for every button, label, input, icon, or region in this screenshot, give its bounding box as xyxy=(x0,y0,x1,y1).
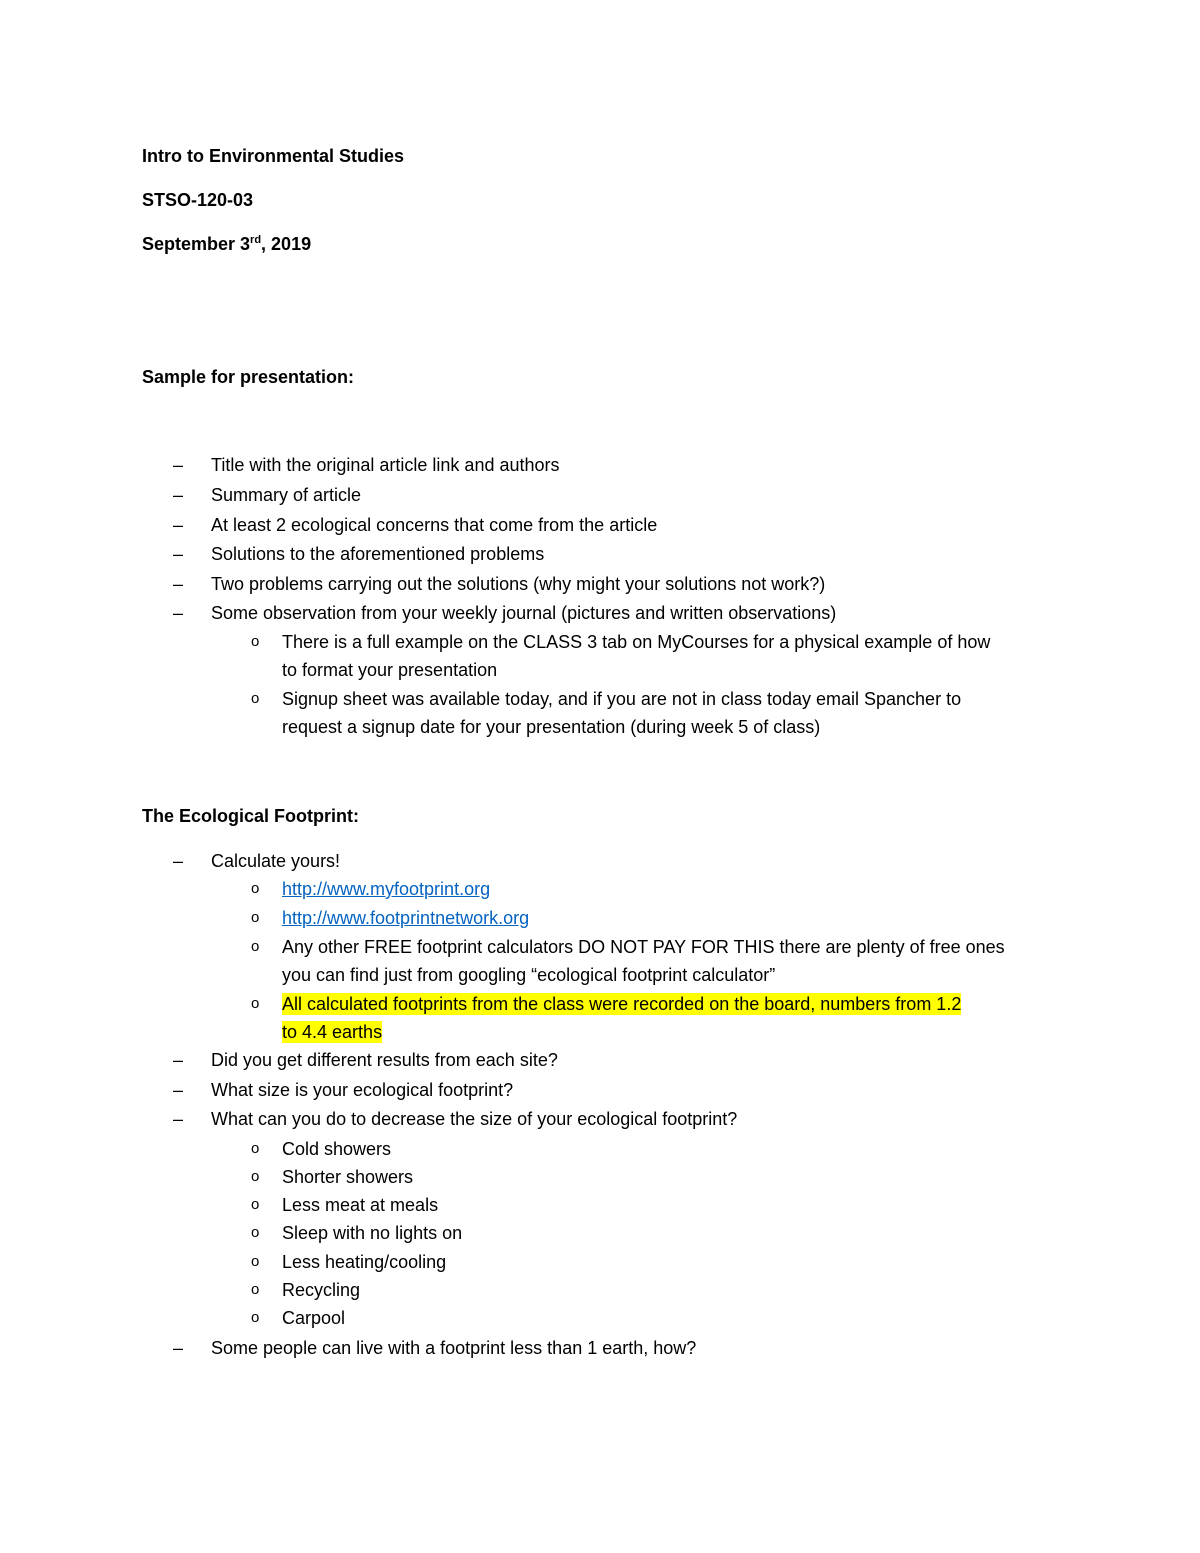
bullet-marker: o xyxy=(251,938,260,955)
bullet-marker: o xyxy=(251,880,260,897)
list-item-text: What size is your ecological footprint? xyxy=(211,1080,514,1100)
date-ordinal: rd xyxy=(250,234,262,246)
bullet-marker: o xyxy=(251,1281,260,1298)
sub-item-continuation: to format your presentation xyxy=(282,660,498,680)
date-prefix: September 3 xyxy=(142,234,251,254)
list-item-text: Two problems carrying out the solutions (why might your solutions not work?) xyxy=(211,574,826,594)
dash-marker: – xyxy=(173,1050,184,1070)
list-item-text: Some people can live with a footprint less than 1 earth, how? xyxy=(211,1338,697,1358)
tip-text: Shorter showers xyxy=(282,1167,414,1187)
tip-text: Carpool xyxy=(282,1308,346,1328)
document-date xyxy=(142,233,311,255)
bullet-marker: o xyxy=(251,1168,260,1185)
bullet-marker: o xyxy=(251,1253,260,1270)
presentation-heading: Sample for presentation: xyxy=(142,367,355,387)
sub-item-text: Any other FREE footprint calculators DO NOT PAY FOR THIS there are plenty of free ones xyxy=(282,937,1005,957)
bullet-marker: o xyxy=(251,633,260,650)
dash-marker: – xyxy=(173,1338,184,1358)
dash-marker: – xyxy=(173,544,184,564)
dash-marker: – xyxy=(173,851,184,871)
tip-text: Cold showers xyxy=(282,1139,392,1159)
sub-item-continuation: you can find just from googling “ecological footprint calculator” xyxy=(282,965,776,985)
sub-item-text: There is a full example on the CLASS 3 tab on MyCourses for a physical example of how xyxy=(282,632,991,652)
dash-marker: – xyxy=(173,515,184,535)
course-code: STSO-120-03 xyxy=(142,190,254,210)
list-item-text: At least 2 ecological concerns that come from the article xyxy=(211,515,658,535)
myfootprint-link[interactable]: http://www.myfootprint.org xyxy=(282,879,491,899)
date-suffix: , 2019 xyxy=(261,234,312,254)
tip-text: Less meat at meals xyxy=(282,1195,439,1215)
bullet-marker: o xyxy=(251,1309,260,1326)
bullet-marker: o xyxy=(251,1196,260,1213)
list-item-text: Title with the original article link and authors xyxy=(211,455,560,475)
dash-marker: – xyxy=(173,574,184,594)
footprintnetwork-link[interactable]: http://www.footprintnetwork.org xyxy=(282,908,530,928)
dash-marker: – xyxy=(173,455,184,475)
tip-text: Sleep with no lights on xyxy=(282,1223,463,1243)
list-item-text: Some observation from your weekly journal (pictures and written observations) xyxy=(211,603,837,623)
bullet-marker: o xyxy=(251,995,260,1012)
list-item-text: Did you get different results from each site? xyxy=(211,1050,558,1070)
list-item-text: What can you do to decrease the size of your ecological footprint? xyxy=(211,1109,738,1129)
sub-item-continuation: request a signup date for your presentation (during week 5 of class) xyxy=(282,717,821,737)
list-item-text: Summary of article xyxy=(211,485,362,505)
course-title: Intro to Environmental Studies xyxy=(142,146,405,166)
dash-marker: – xyxy=(173,603,184,623)
tip-text: Recycling xyxy=(282,1280,361,1300)
dash-marker: – xyxy=(173,1109,184,1129)
list-item-text: Solutions to the aforementioned problems xyxy=(211,544,545,564)
dash-marker: – xyxy=(173,485,184,505)
dash-marker: – xyxy=(173,1080,184,1100)
highlighted-text: All calculated footprints from the class were recorded on the board, numbers from 1.2 xyxy=(282,994,962,1014)
bullet-marker: o xyxy=(251,909,260,926)
highlighted-text-continuation: to 4.4 earths xyxy=(282,1022,383,1042)
bullet-marker: o xyxy=(251,1140,260,1157)
tip-text: Less heating/cooling xyxy=(282,1252,447,1272)
footprint-heading: The Ecological Footprint: xyxy=(142,806,359,826)
list-item-text: Calculate yours! xyxy=(211,851,341,871)
bullet-marker: o xyxy=(251,690,260,707)
sub-item-text: Signup sheet was available today, and if you are not in class today email Spancher to xyxy=(282,689,962,709)
bullet-marker: o xyxy=(251,1224,260,1241)
